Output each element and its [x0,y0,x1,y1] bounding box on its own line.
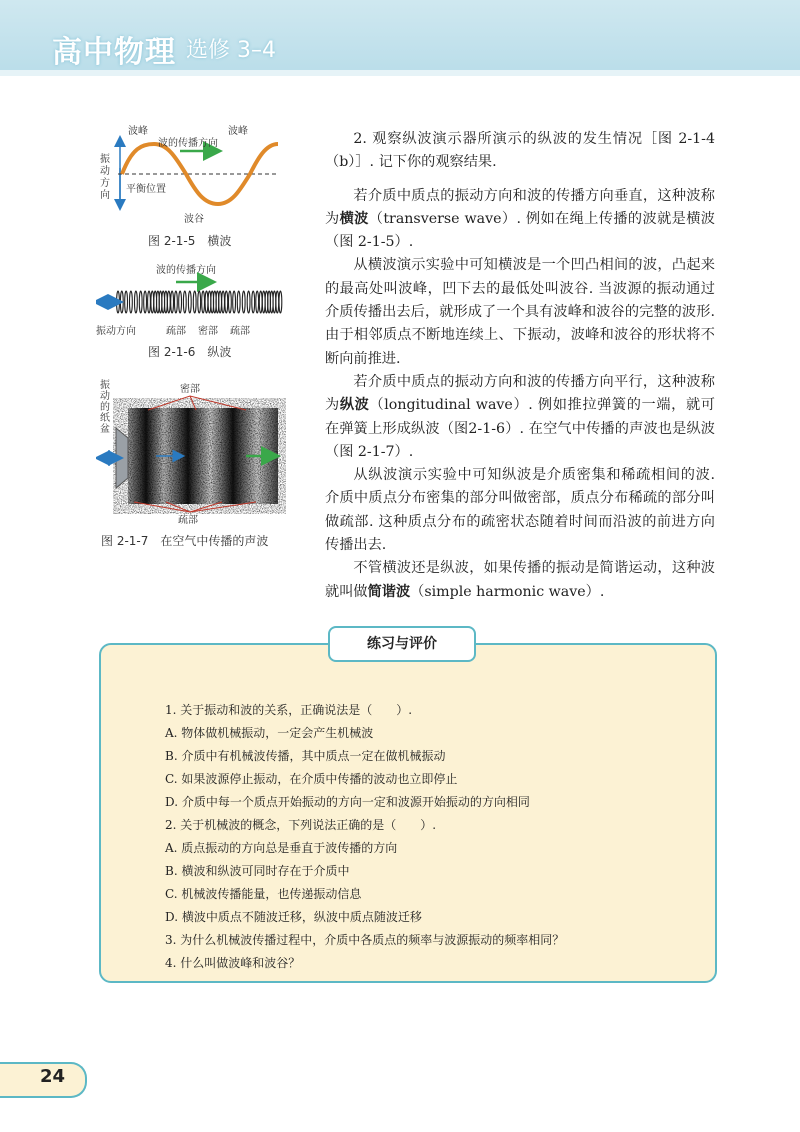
spring-coil [256,291,259,313]
spring-coil [144,291,147,313]
label-vibration-1: 振 [100,154,110,165]
body-text [325,128,715,604]
spring-coil [139,291,142,313]
spring-coil [188,291,191,313]
paragraph-dense-sparse: 从纵波演示实验中可知纵波是介质密集和稀疏相间的波. 介质中质点分布密集的部分叫做密部，质点分布稀疏的部分叫做疏部. 这种质点分布的疏密状态随着时间而沿波的前进方向传播出去. [325,467,715,554]
label-vibration: 振动方向 [96,326,136,337]
term-longitudinal: 纵波 [339,397,370,414]
label-trough: 波谷 [184,214,204,225]
spring-coil [233,291,236,313]
label-propagation: 波的传播方向 [158,138,218,149]
spring-coil [135,291,138,313]
spring-coil [179,291,182,313]
figure-transverse-wave [96,118,286,230]
label-dense: 密部 [180,384,200,395]
paragraph-observation: 2. 观察纵波演示器所演示的纵波的发生情况［图 2-1-4（b）］. 记下你的观察结果. [325,131,715,171]
spring-coil [175,291,178,313]
label-dense: 密部 [198,326,218,337]
spring-coil [247,291,250,313]
spring-coil [120,291,123,313]
dense-pointer [148,396,246,410]
spring-coil [205,291,208,313]
exercise-item: 4. 什么叫做波峰和波谷？ [165,956,301,970]
exercise-list [165,699,685,975]
label-cone-3: 的 [100,402,110,413]
exercise-item: A. 质点振动的方向总是垂直于波传播的方向 [165,841,398,855]
spring-coil [183,291,186,313]
spring-coil [202,291,205,313]
paragraph-longitudinal: 若介质中质点的振动方向和波的传播方向平行，这种波称为纵波（longitudinal wave）. 例如推拉弹簧的一端，就可在弹簧上形成纵波（图2-1-6）. 在空气中传播的声波也是纵波（图 2-1-7）. [325,373,715,460]
figure-longitudinal-wave [96,262,286,340]
label-cone-5: 盆 [100,424,110,435]
spring-coil [225,291,228,313]
figure-sound-wave [96,378,286,524]
book-title: 高中物理 [52,35,176,70]
spring-coil [130,291,133,313]
spring-coil [279,291,282,313]
caption-fig-2-1-5: 图 2-1-5 横波 [148,234,232,248]
term-transverse: 横波 [339,210,369,227]
spring-coil [125,291,128,313]
book-subtitle: 选修 3–4 [186,38,276,63]
label-propagation: 波的传播方向 [156,265,216,276]
exercise-title: 练习与评价 [328,626,476,662]
spring-coil [229,291,232,313]
label-sparse: 疏部 [178,515,198,524]
exercise-item: 2. 关于机械波的概念，下列说法正确的是（ ）. [165,818,437,832]
label-sparse-2: 疏部 [230,326,250,337]
label-vibration-2: 动 [100,166,110,177]
paragraph-harmonic: 不管横波还是纵波，如果传播的振动是简谐运动，这种波就叫做简谐波（simple harmonic wave）. [325,560,715,600]
label-equilibrium: 平衡位置 [126,184,166,195]
exercise-item: D. 横波中质点不随波迁移，纵波中质点随波迁移 [165,910,422,924]
label-cone-1: 振 [100,380,110,391]
label-sparse-1: 疏部 [166,326,186,337]
spring-coil [252,291,255,313]
label-crest-right: 波峰 [228,126,248,137]
spring-coil [222,291,225,313]
page-number: 24 [40,1066,66,1087]
spring-coil [148,291,151,313]
spring-coil [219,291,222,313]
term-harmonic: 简谐波 [367,583,411,600]
spring-coil [167,291,170,313]
label-cone-4: 纸 [100,413,110,424]
spring-coil [276,291,279,313]
label-vibration-4: 向 [100,190,110,201]
spring-coil [198,291,201,313]
exercise-item: A. 物体做机械振动，一定会产生机械波 [165,726,374,740]
exercise-item: C. 如果波源停止振动，在介质中传播的波动也立即停止 [165,772,458,786]
spring-coil [259,291,262,313]
label-vibration-3: 方 [100,178,110,189]
spring-coil [242,291,245,313]
spring-coil [171,291,174,313]
exercise-item: D. 介质中每一个质点开始振动的方向一定和波源开始振动的方向相同 [165,795,530,809]
exercise-item: B. 介质中有机械波传播，其中质点一定在做机械振动 [165,749,446,763]
spring-coils [117,291,282,313]
exercise-item: 3. 为什么机械波传播过程中，介质中各质点的频率与波源振动的频率相同？ [165,933,565,947]
label-cone-2: 动 [100,391,110,402]
caption-fig-2-1-6: 图 2-1-6 纵波 [148,345,232,359]
exercise-item: B. 横波和纵波可同时存在于介质中 [165,864,350,878]
exercise-item: C. 机械波传播能量，也传递振动信息 [165,887,362,901]
paragraph-transverse: 若介质中质点的振动方向和波的传播方向垂直，这种波称为横波（transverse wave）. 例如在绳上传播的波就是横波（图 2-1-5）. [325,187,715,251]
exercise-item: 1. 关于振动和波的关系，正确说法是（ ）. [165,703,413,717]
label-crest-left: 波峰 [128,126,148,137]
spring-coil [237,291,240,313]
spring-coil [193,291,196,313]
caption-fig-2-1-7: 图 2-1-7 在空气中传播的声波 [101,534,269,548]
paragraph-crest-trough: 从横波演示实验中可知横波是一个凹凸相间的波，凸起来的最高处叫波峰，凹下去的最低处叫波谷. 当波源的振动通过介质传播出去后，就形成了一个具有波峰和波谷的完整的波形. 由于相邻质点不断地连续上、下振动，波峰和波谷的形状将不断向前推进. [325,257,715,367]
dense-pointer-mid [190,396,196,410]
